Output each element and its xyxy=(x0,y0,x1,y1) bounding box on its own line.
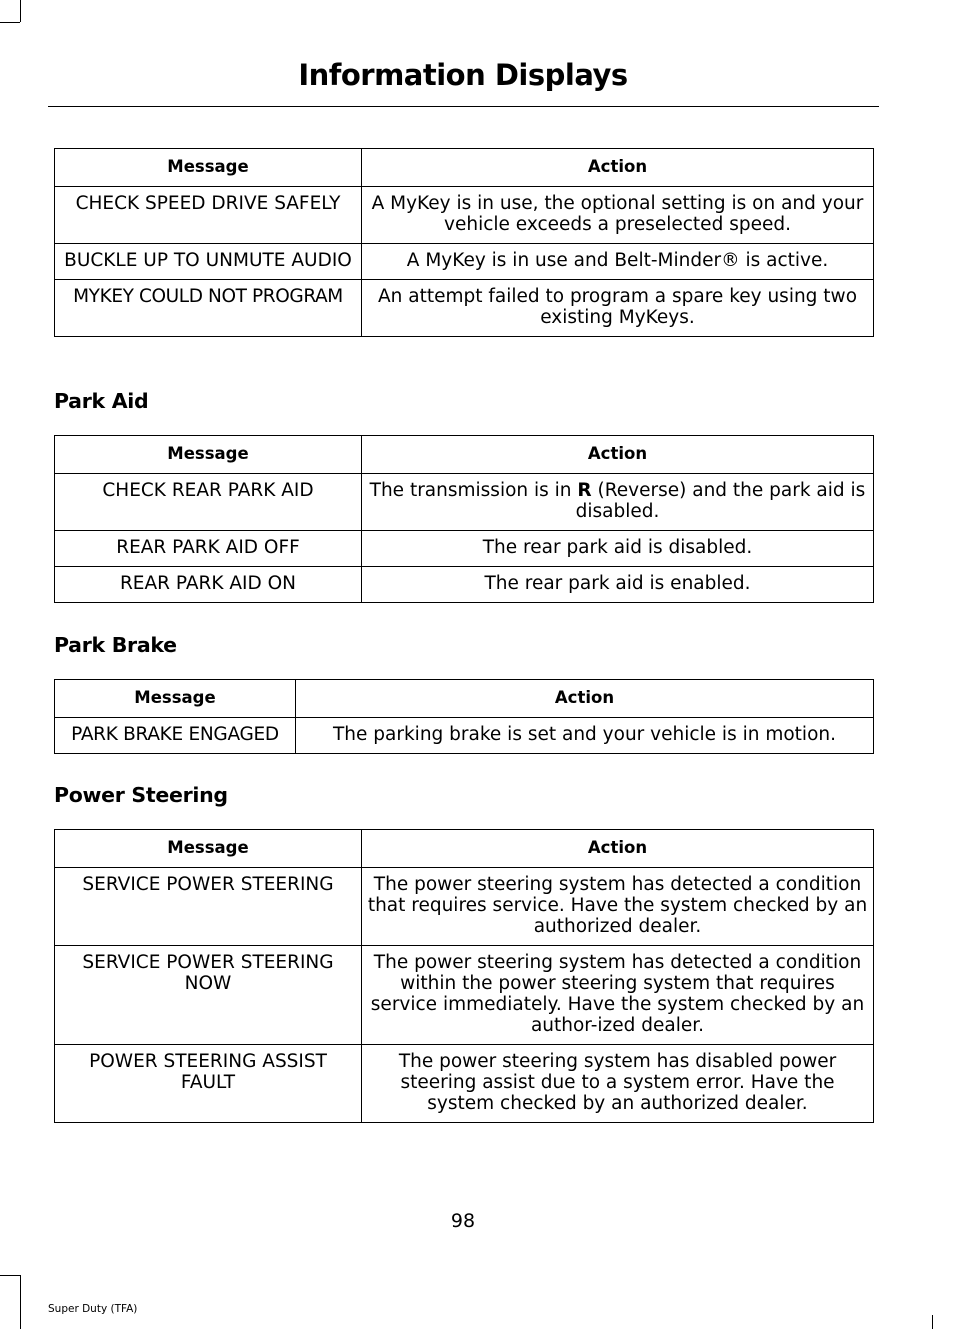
action-text: (Reverse) and the park aid is disabled. xyxy=(575,480,866,522)
table-row xyxy=(55,474,874,531)
table-header-row xyxy=(55,680,874,718)
crop-mark xyxy=(932,1315,933,1329)
crop-mark xyxy=(20,1275,21,1329)
section-heading-park-aid: Park Aid xyxy=(54,389,149,413)
crop-mark xyxy=(0,1275,20,1276)
action-cell: The parking brake is set and your vehicle is in motion. xyxy=(296,718,874,754)
page-number: 98 xyxy=(450,1210,476,1232)
mykey-messages-table xyxy=(54,148,874,337)
message-cell: BUCKLE UP TO UNMUTE AUDIO xyxy=(55,244,362,280)
page-title: Information Displays xyxy=(298,58,628,92)
table-header-row xyxy=(55,436,874,474)
section-heading-park-brake: Park Brake xyxy=(54,633,177,657)
action-cell: The power steering system has detected a condition that requires service. Have the system checked by an authorized dealer. xyxy=(362,868,874,946)
park-brake-table xyxy=(54,679,874,754)
publication-label: Super Duty (TFA) xyxy=(48,1303,138,1315)
table-row xyxy=(55,567,874,603)
crop-mark xyxy=(0,22,20,23)
action-cell: A MyKey is in use and Belt-Minder® is active. xyxy=(362,244,874,280)
title-divider xyxy=(48,106,879,107)
power-steering-table xyxy=(54,829,874,1123)
column-header-action: Action xyxy=(296,680,874,718)
message-cell: POWER STEERING ASSIST FAULT xyxy=(55,1045,362,1123)
table-row xyxy=(55,946,874,1045)
action-cell xyxy=(362,474,874,531)
section-heading-power-steering: Power Steering xyxy=(54,783,228,807)
action-cell: The rear park aid is enabled. xyxy=(362,567,874,603)
table-row xyxy=(55,280,874,337)
action-cell: The power steering system has detected a condition within the power steering system that requires service immediately. Have the system checked by an author-ized dealer. xyxy=(362,946,874,1045)
message-cell: MYKEY COULD NOT PROGRAM xyxy=(55,280,362,337)
message-cell: CHECK REAR PARK AID xyxy=(55,474,362,531)
message-cell: REAR PARK AID ON xyxy=(55,567,362,603)
table-header-row xyxy=(55,149,874,187)
table-row xyxy=(55,868,874,946)
column-header-message: Message xyxy=(55,830,362,868)
gear-letter: R xyxy=(577,480,592,501)
crop-mark xyxy=(20,0,21,22)
message-cell: SERVICE POWER STEERING xyxy=(55,868,362,946)
action-cell: A MyKey is in use, the optional setting is on and your vehicle exceeds a preselected speed. xyxy=(362,187,874,244)
park-aid-table xyxy=(54,435,874,603)
column-header-message: Message xyxy=(55,680,296,718)
column-header-action: Action xyxy=(362,149,874,187)
table-row xyxy=(55,718,874,754)
message-cell: PARK BRAKE ENGAGED xyxy=(55,718,296,754)
table-row xyxy=(55,531,874,567)
column-header-message: Message xyxy=(55,149,362,187)
table-row xyxy=(55,1045,874,1123)
table-row xyxy=(55,187,874,244)
action-cell: The power steering system has disabled power steering assist due to a system error. Have the system checked by an authorized dealer. xyxy=(362,1045,874,1123)
message-cell: SERVICE POWER STEERING NOW xyxy=(55,946,362,1045)
column-header-action: Action xyxy=(362,830,874,868)
table-header-row xyxy=(55,830,874,868)
message-cell: REAR PARK AID OFF xyxy=(55,531,362,567)
message-cell: CHECK SPEED DRIVE SAFELY xyxy=(55,187,362,244)
column-header-message: Message xyxy=(55,436,362,474)
action-cell: An attempt failed to program a spare key using two existing MyKeys. xyxy=(362,280,874,337)
action-text: The transmission is in xyxy=(369,480,578,501)
action-cell: The rear park aid is disabled. xyxy=(362,531,874,567)
table-row xyxy=(55,244,874,280)
column-header-action: Action xyxy=(362,436,874,474)
